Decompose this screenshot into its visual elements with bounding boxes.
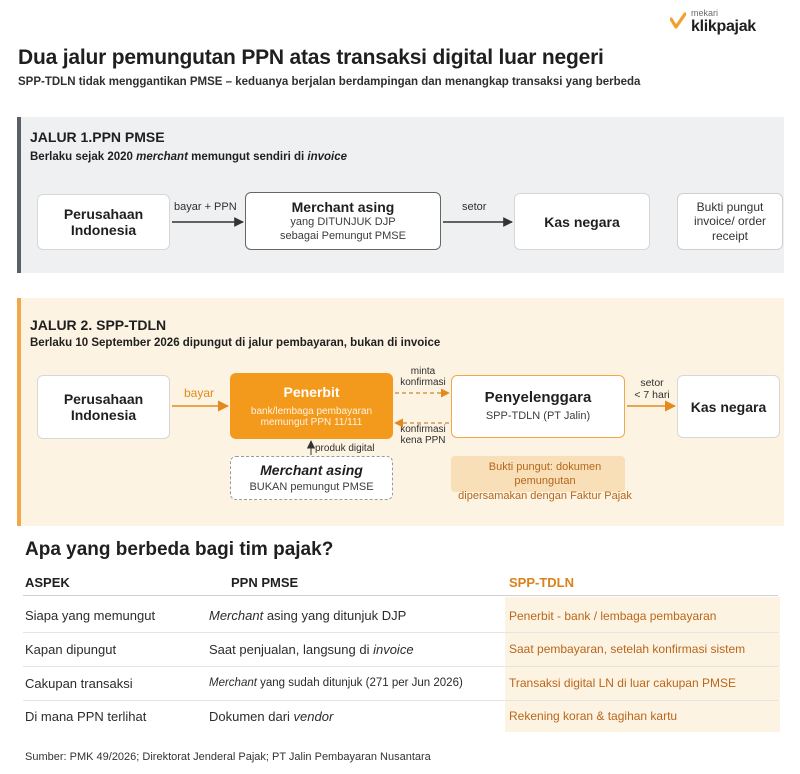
table-cell-pmse: Merchant yang sudah ditunjuk (271 per Jun 2026) bbox=[209, 677, 463, 689]
page-subtitle: SPP-TDLN tidak menggantikan PMSE – keduanya berjalan berdampingan dan menangkap transaksi yang berbeda bbox=[18, 76, 641, 88]
table-cell-aspect: Siapa yang memungut bbox=[25, 608, 156, 623]
table-cell-pmse: Merchant asing yang ditunjuk DJP bbox=[209, 608, 407, 623]
table-cell-pmse: Saat penjualan, langsung di invoice bbox=[209, 642, 414, 657]
comparison-heading: Apa yang berbeda bagi tim pajak? bbox=[25, 539, 334, 560]
edge-label-deposit-pmse: setor bbox=[462, 201, 487, 213]
node-issuer: Penerbit bank/lembaga pembayaran memungut PPN 11/111 bbox=[230, 373, 393, 439]
brand-parent: mekari bbox=[691, 8, 719, 18]
node-company-tdln: Perusahaan Indonesia bbox=[37, 375, 170, 439]
table-row-divider bbox=[23, 700, 778, 701]
node-treasury-pmse: Kas negara bbox=[514, 193, 650, 250]
node-treasury-tdln: Kas negara bbox=[677, 375, 780, 438]
node-operator: Penyelenggara SPP-TDLN (PT Jalin) bbox=[451, 375, 625, 438]
node-foreign-merchant-tdln: Merchant asing BUKAN pemungut PMSE bbox=[230, 456, 393, 500]
table-cell-tdln: Saat pembayaran, setelah konfirmasi sistem bbox=[509, 642, 746, 656]
table-cell-tdln: Penerbit - bank / lembaga pembayaran bbox=[509, 609, 717, 623]
lane-pmse-subtitle: Berlaku sejak 2020 merchant memungut sendiri di invoice bbox=[30, 151, 348, 163]
lane-spp-tdln-title: JALUR 2. SPP-TDLN bbox=[30, 317, 167, 333]
table-row-divider bbox=[23, 632, 778, 633]
table-cell-tdln: Transaksi digital LN di luar cakupan PMSE bbox=[509, 676, 736, 690]
page-title: Dua jalur pemungutan PPN atas transaksi digital luar negeri bbox=[18, 46, 604, 69]
column-header-aspect: ASPEK bbox=[25, 575, 70, 590]
edge-label-pay-ppn: bayar + PPN bbox=[174, 201, 237, 213]
table-cell-aspect: Cakupan transaksi bbox=[25, 676, 133, 691]
proof-note-text: Bukti pungut: dokumen pemungutan dipersamakan dengan Faktur Pajak bbox=[458, 461, 632, 502]
source-note: Sumber: PMK 49/2026; Direktorat Jenderal Pajak; PT Jalin Pembayaran Nusantara bbox=[25, 751, 431, 763]
column-header-pmse: PPN PMSE bbox=[231, 575, 299, 590]
node-company-pmse: Perusahaan Indonesia bbox=[37, 194, 170, 250]
table-cell-tdln: Rekening koran & tagihan kartu bbox=[509, 709, 678, 723]
node-foreign-merchant-pmse: Merchant asing yang DITUNJUK DJP sebagai Pemungut PMSE bbox=[245, 192, 441, 250]
edge-label-request: minta konfirmasi bbox=[400, 366, 446, 388]
brand-name: klikpajak bbox=[691, 18, 756, 35]
node-proof-pmse: Bukti pungut invoice/ order receipt bbox=[677, 193, 783, 250]
lane-spp-tdln-subtitle: Berlaku 10 September 2026 dipungut di jalur pembayaran, bukan di invoice bbox=[30, 337, 441, 349]
edge-label-confirm: konfirmasi kena PPN bbox=[400, 424, 446, 446]
table-row-divider bbox=[23, 666, 778, 667]
edge-label-digital-product: produk digital bbox=[315, 443, 375, 454]
table-cell-pmse: Dokumen dari vendor bbox=[209, 709, 334, 724]
edge-label-deposit-tdln: setor < 7 hari bbox=[634, 377, 670, 401]
table-header-divider bbox=[23, 595, 778, 596]
table-cell-aspect: Di mana PPN terlihat bbox=[25, 709, 147, 724]
table-cell-aspect: Kapan dipungut bbox=[25, 642, 117, 657]
edge-label-pay: bayar bbox=[184, 386, 215, 400]
column-header-tdln: SPP-TDLN bbox=[509, 575, 574, 590]
lane-pmse-title: JALUR 1.PPN PMSE bbox=[30, 129, 165, 145]
